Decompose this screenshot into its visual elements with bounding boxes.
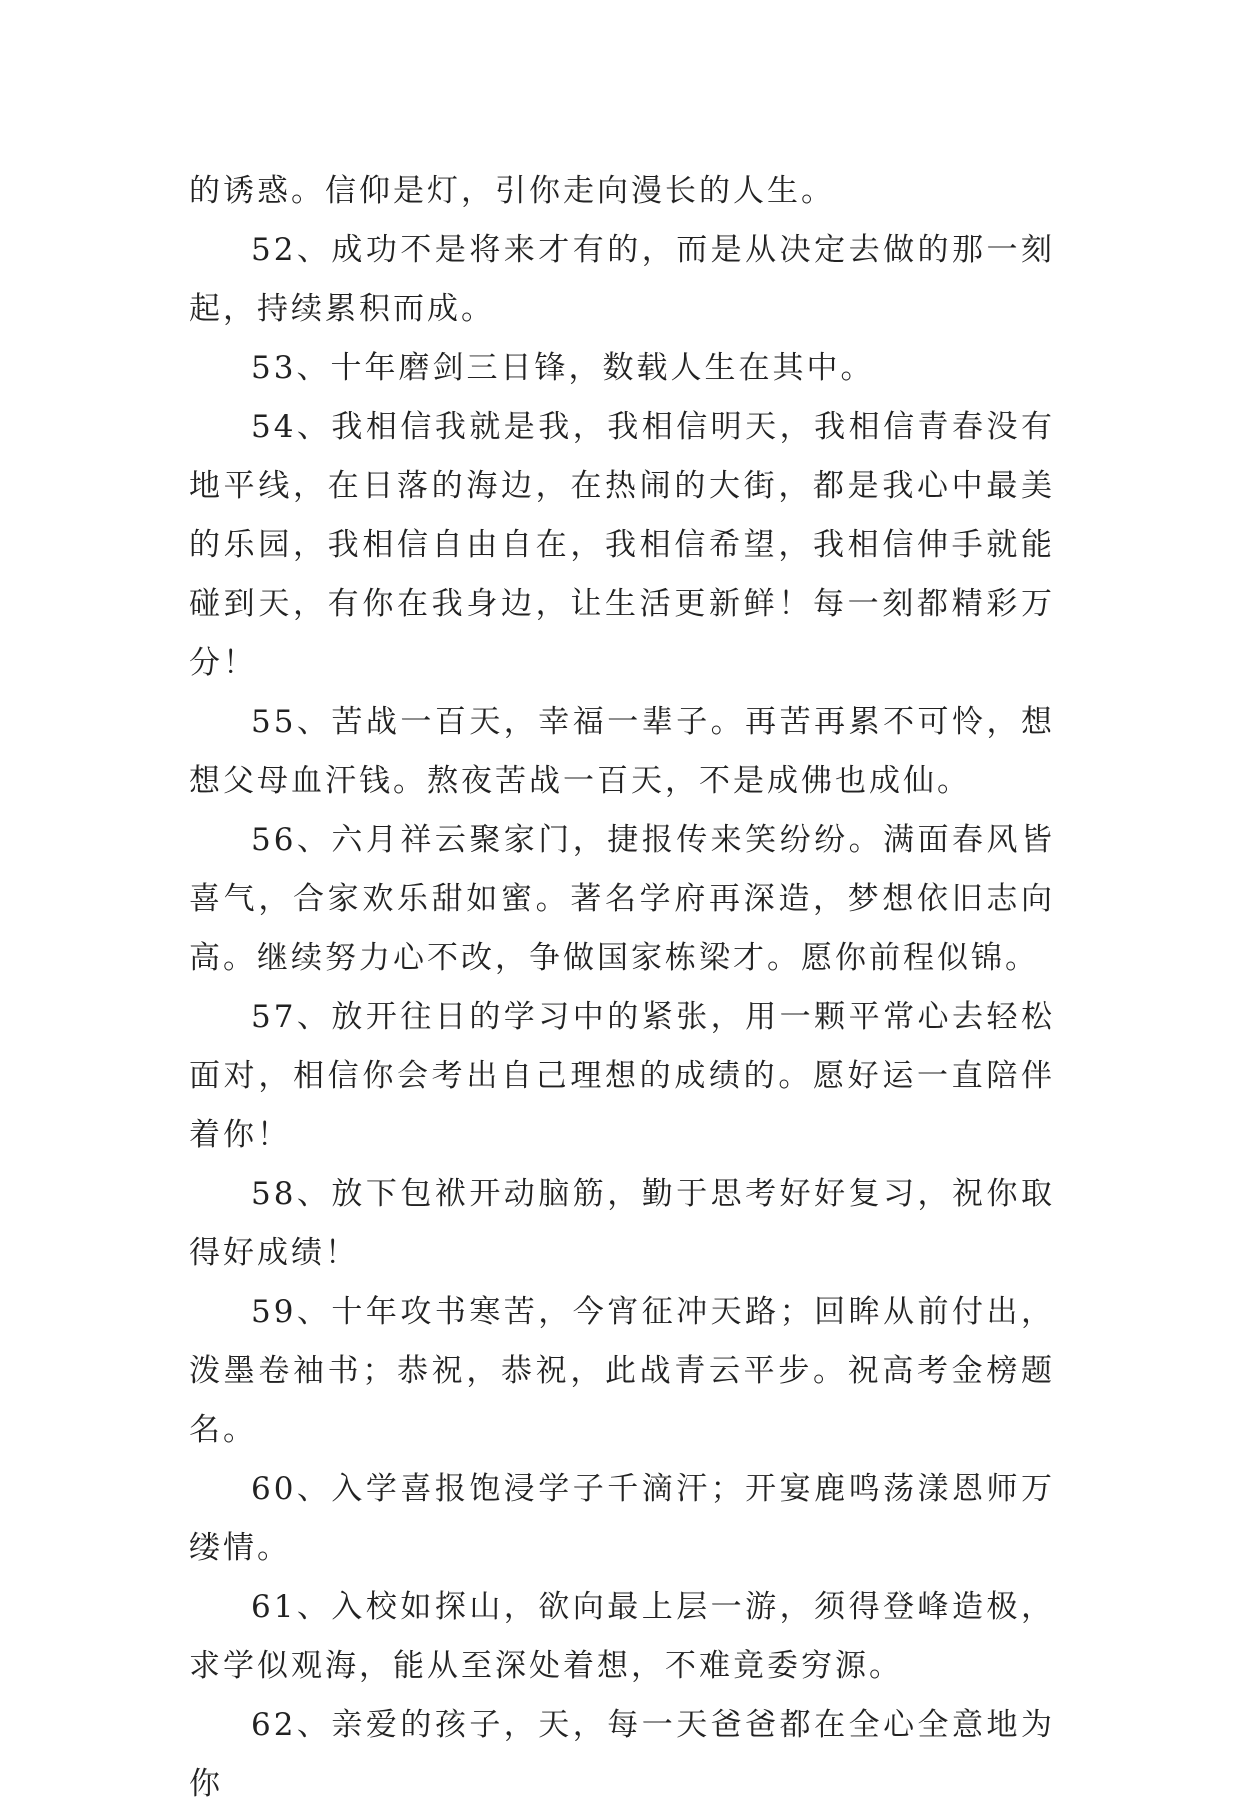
paragraph-55: 55、苦战一百天，幸福一辈子。再苦再累不可怜，想想父母血汗钱。熬夜苦战一百天，不是成佛也成仙。 bbox=[189, 704, 1055, 799]
paragraph-57: 57、放开往日的学习中的紧张，用一颗平常心去轻松面对，相信你会考出自己理想的成绩的。愿好运一直陪伴着你！ bbox=[189, 999, 1055, 1153]
paragraph-60: 60、入学喜报饱浸学子千滴汗；开宴鹿鸣荡漾恩师万缕情。 bbox=[189, 1471, 1055, 1566]
paragraph-59: 59、十年攻书寒苦，今宵征冲天路；回眸从前付出，泼墨卷袖书；恭祝，恭祝，此战青云平步。祝高考金榜题名。 bbox=[189, 1294, 1055, 1448]
paragraph-56: 56、六月祥云聚家门，捷报传来笑纷纷。满面春风皆喜气，合家欢乐甜如蜜。著名学府再深造，梦想依旧志向高。继续努力心不改，争做国家栋梁才。愿你前程似锦。 bbox=[189, 822, 1055, 976]
document-body bbox=[189, 162, 1055, 1814]
paragraph-61: 61、入校如探山，欲向最上层一游，须得登峰造极，求学似观海，能从至深处着想，不难竟委穷源。 bbox=[189, 1589, 1055, 1684]
paragraph-53: 53、十年磨剑三日锋，数载人生在其中。 bbox=[251, 350, 875, 386]
paragraph-52: 52、成功不是将来才有的，而是从决定去做的那一刻起，持续累积而成。 bbox=[189, 232, 1055, 327]
paragraph-continuation: 的诱惑。信仰是灯，引你走向漫长的人生。 bbox=[189, 173, 835, 209]
paragraph-58: 58、放下包袱开动脑筋，勤于思考好好复习，祝你取得好成绩！ bbox=[189, 1176, 1055, 1271]
paragraph-62: 62、亲爱的孩子，天，每一天爸爸都在全心全意地为你 bbox=[189, 1707, 1055, 1802]
paragraph-54: 54、我相信我就是我，我相信明天，我相信青春没有地平线，在日落的海边，在热闹的大街，都是我心中最美的乐园，我相信自由自在，我相信希望，我相信伸手就能碰到天，有你在我身边，让生活更新鲜！每一刻都精彩万分！ bbox=[189, 409, 1055, 681]
